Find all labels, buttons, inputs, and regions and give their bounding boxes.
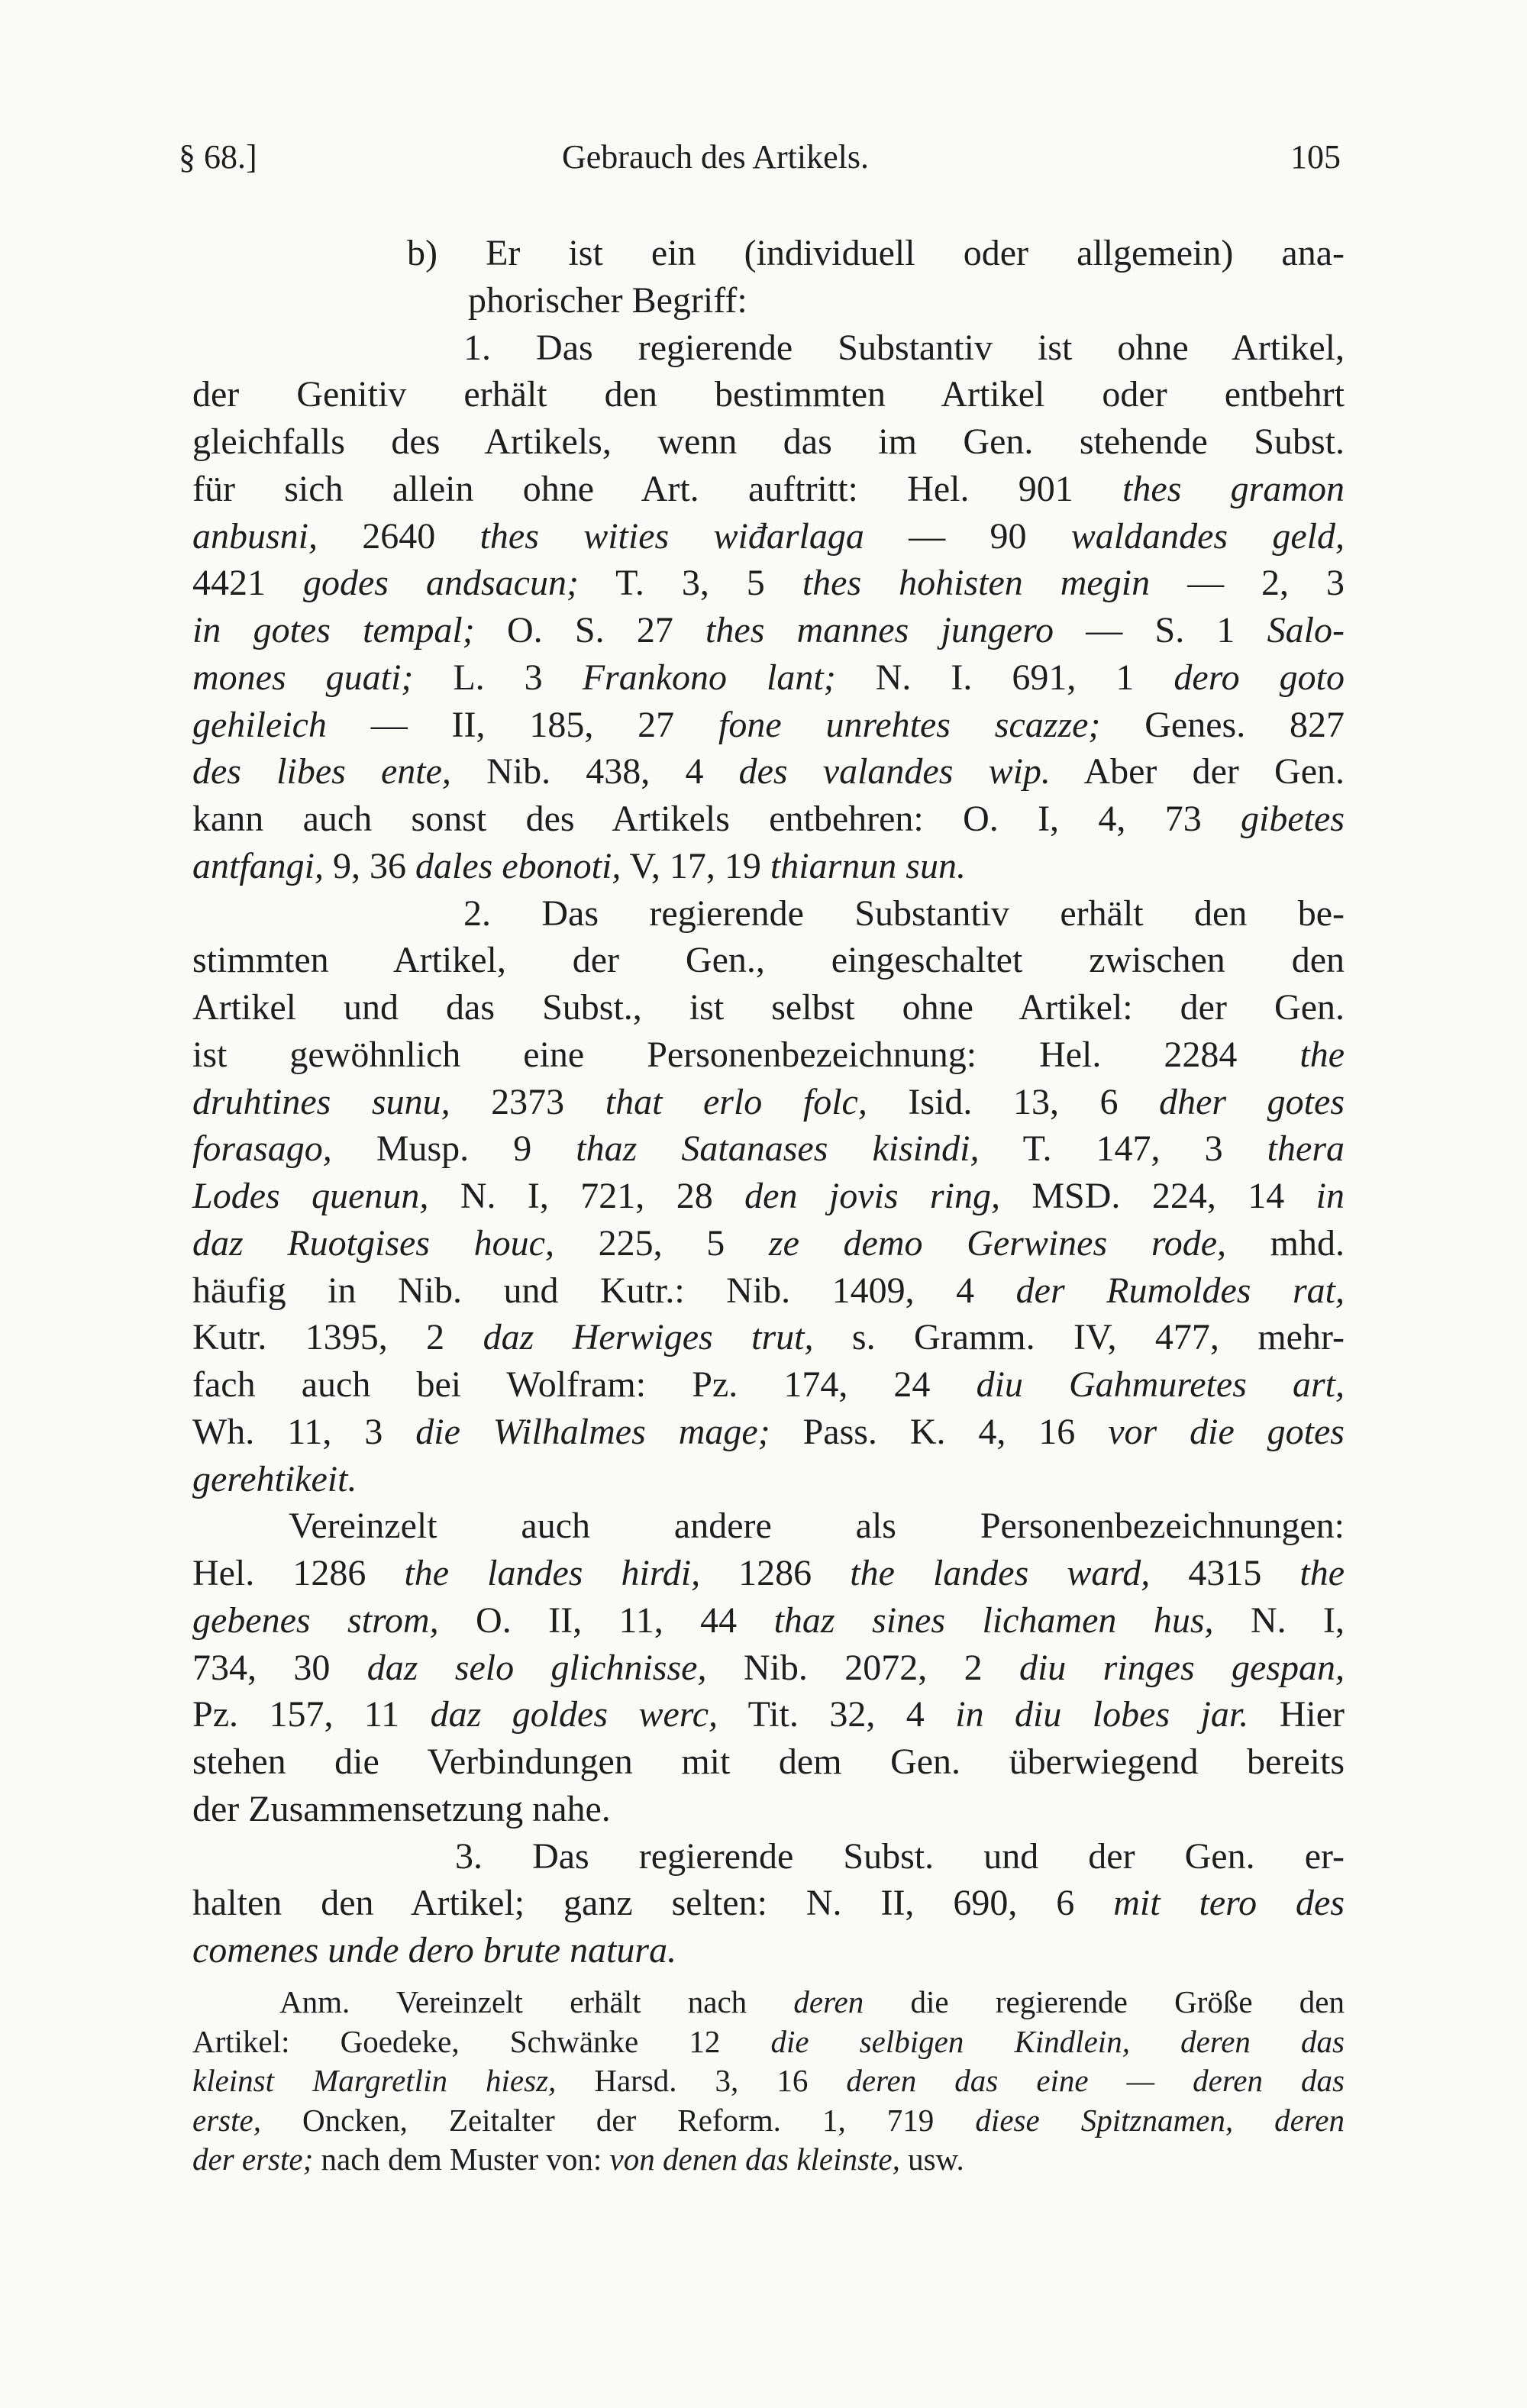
text-line [192,1031,1345,1079]
text-run: — 90 [864,515,1071,557]
italic-quotation: thaz Satanases kisindi, [576,1128,980,1170]
text-run: Kutr. 1395, 2 [192,1317,483,1358]
italic-quotation: thaz sines lichamen hus, [773,1599,1214,1641]
text-run: 1286 [700,1553,851,1593]
text-line [192,1125,1345,1173]
running-title: Gebrauch des Artikels. [562,138,869,176]
italic-quotation: Salo- [1267,610,1345,650]
italic-quotation: fone unrehtes scazze; [718,704,1101,745]
italic-quotation: des libes ente, [192,751,451,792]
italic-quotation: thes wities wiđarlaga [479,515,864,557]
footnote-line [192,2022,1345,2061]
text-line [192,1173,1345,1220]
italic-quotation: antfangi, [192,845,324,886]
text-run: L. 3 [413,657,583,698]
text-run: usw. [899,2142,964,2177]
text-run: 734, 30 [192,1647,367,1688]
text-run: die regierende Größe den [864,1984,1345,2019]
text-run: Harsd. 3, 16 [556,2063,847,2098]
italic-quotation: mit tero des [1113,1883,1345,1924]
italic-quotation: vor die gotes [1108,1411,1345,1452]
italic-quotation: comenes unde dero brute natura. [192,1930,677,1971]
text-run: N. I, 721, 28 [428,1176,745,1216]
text-run: Artikel und das Subst., ist selbst ohne Artikel: der Gen. [192,987,1345,1028]
text-run: der Zusammensetzung nahe. [192,1788,611,1829]
text-run: Tit. 32, 4 [718,1694,956,1735]
text-run: Isid. 13, 6 [867,1081,1160,1122]
text-line [192,984,1345,1031]
italic-quotation: diu ringes gespan, [1019,1647,1345,1688]
text-run: Vereinzelt auch andere als Personenbezeichnungen: [289,1506,1345,1547]
italic-quotation: the [1299,1034,1345,1075]
text-run: phorischer Begriff: [468,279,747,321]
text-line [192,1220,1345,1267]
text-run: häufig in Nib. und Kutr.: Nib. 1409, 4 [192,1270,1016,1311]
text-run: Wh. 11, 3 [192,1411,416,1452]
italic-quotation: ze demo Gerwines rode, [768,1222,1227,1264]
text-run: Hel. 1286 [192,1553,405,1593]
text-run: MSD. 224, 14 [999,1176,1316,1216]
text-run: nach dem Muster von: [313,2142,610,2177]
italic-quotation: forasago, [192,1128,332,1170]
text-line [192,1927,1345,1974]
text-run: — 2, 3 [1150,563,1345,604]
italic-quotation: daz Herwiges trut, [483,1317,814,1358]
text-run: — S. 1 [1054,610,1267,650]
text-line [192,1786,1345,1833]
text-line [192,1361,1345,1409]
text-run: Nib. 2072, 2 [706,1647,1019,1688]
italic-quotation: daz goldes werc, [430,1694,718,1735]
italic-quotation: deren das eine — deren das [846,2063,1345,2098]
text-run: mhd. [1226,1222,1345,1264]
text-line [192,796,1345,843]
text-run: 225, 5 [554,1222,769,1264]
italic-quotation: godes andsacun; [303,563,579,604]
italic-quotation: in gotes tempal; [192,610,475,650]
text-run: halten den Artikel; ganz selten: N. II, 690, 6 [192,1883,1114,1924]
italic-quotation: thiarnun sun. [770,845,966,886]
italic-quotation: gibetes [1241,799,1345,839]
italic-quotation: in [1316,1176,1345,1216]
text-line [192,466,1345,513]
text-run: gleichfalls des Artikels, wenn das im Gen. stehende Subst. [192,421,1345,462]
text-run: kann auch sonst des Artikels entbehren: O. I, 4, 73 [192,799,1241,839]
text-run: O. II, 11, 44 [438,1599,774,1641]
italic-quotation: die Wilhalmes mage; [415,1411,770,1452]
text-run: Musp. 9 [331,1128,576,1170]
text-line [192,1597,1345,1645]
text-line [192,1079,1345,1126]
text-line [192,324,1345,372]
text-run: Genes. 827 [1100,704,1345,745]
italic-quotation: daz Ruotgises houc, [192,1222,554,1264]
text-line [192,748,1345,796]
italic-quotation: thes gramon [1122,468,1345,509]
italic-quotation: deren [793,1984,864,2019]
italic-quotation: von denen das kleinste, [609,2142,900,2177]
text-run: s. Gramm. IV, 477, mehr- [813,1317,1345,1358]
footnote-line [192,1982,1345,2022]
italic-quotation: den jovis ring, [744,1176,1000,1216]
footnote-line [192,2100,1345,2140]
italic-quotation: dher gotes [1159,1081,1345,1122]
text-line [192,1314,1345,1361]
section-number: § 68.] [179,138,257,176]
italic-quotation: des valandes wip. [738,751,1051,792]
italic-quotation: kleinst Margretlin hiesz, [192,2063,557,2098]
text-line [192,1833,1345,1880]
text-run: Artikel: Goedeke, Schwänke 12 [192,2023,771,2059]
text-run: Oncken, Zeitalter der Reform. 1, 719 [260,2102,976,2138]
text-line [192,1550,1345,1597]
text-run: 1. Das regierende Substantiv ist ohne Artikel, [463,327,1345,368]
text-run: 3. Das regierende Subst. und der Gen. er- [455,1835,1345,1877]
text-line [192,843,1345,890]
text-run: Aber der Gen. [1050,751,1345,792]
italic-quotation: the [1299,1553,1345,1593]
text-run: der Genitiv erhält den bestimmten Artikel oder entbehrt [192,374,1345,415]
text-run: — II, 185, 27 [326,704,718,745]
text-line [192,1645,1345,1692]
text-line [192,654,1345,702]
text-line [192,230,1345,277]
text-line [192,1880,1345,1927]
italic-quotation: Frankono lant; [582,657,836,698]
italic-quotation: the landes ward, [850,1553,1151,1593]
text-line [192,1456,1345,1503]
text-line [192,560,1345,607]
text-run: O. S. 27 [474,610,706,650]
italic-quotation: dales ebonoti, [415,845,621,886]
text-run: T. 3, 5 [578,563,802,604]
italic-quotation: daz selo glichnisse, [366,1647,707,1688]
text-run: N. I, [1213,1599,1345,1641]
italic-quotation: dero goto [1173,657,1345,698]
text-run: für sich allein ohne Art. auftritt: Hel. 901 [192,468,1123,509]
page-number: 105 [1290,138,1341,176]
italic-quotation: diu Gahmuretes art, [976,1364,1345,1405]
text-run: 9, 36 [324,845,416,886]
text-run: Hier [1248,1694,1345,1735]
text-run: Anm. Vereinzelt erhält nach [279,1984,794,2019]
text-line [192,702,1345,749]
text-line [192,277,1345,324]
italic-quotation: in diu lobes jar. [955,1694,1249,1735]
italic-quotation: der erste; [192,2142,314,2177]
italic-quotation: druhtines sunu, [192,1081,450,1122]
italic-quotation: thes hohisten megin [802,563,1151,604]
text-run: 2373 [450,1081,605,1122]
text-run: fach auch bei Wolfram: Pz. 174, 24 [192,1364,977,1405]
text-run: 2640 [318,515,480,557]
text-line [192,1691,1345,1738]
italic-quotation: der Rumoldes rat, [1015,1270,1345,1311]
text-line [192,1503,1345,1550]
text-line [192,371,1345,418]
text-run: stehen die Verbindungen mit dem Gen. überwiegend bereits [192,1741,1345,1782]
italic-quotation: thera [1267,1128,1345,1170]
text-run: 4421 [192,563,303,604]
italic-quotation: gebenes strom, [192,1599,439,1641]
italic-quotation: anbusni, [192,515,318,557]
text-run: b) Er ist ein (individuell oder allgemein) ana- [407,233,1345,273]
text-run: V, 17, 19 [621,845,770,886]
italic-quotation: Lodes quenun, [192,1176,429,1216]
italic-quotation: erste, [192,2102,261,2138]
text-line [192,1409,1345,1456]
italic-quotation: gerehtikeit. [192,1458,357,1499]
text-run: 2. Das regierende Substantiv erhält den be- [463,893,1345,934]
text-run: stimmten Artikel, der Gen., eingeschaltet zwischen den [192,940,1345,981]
italic-quotation: mones guati; [192,657,414,698]
italic-quotation: gehileich [192,704,327,745]
text-run: 4315 [1150,1553,1300,1593]
text-line [192,1738,1345,1786]
text-line [192,513,1345,560]
footnote-line [192,2061,1345,2100]
text-run: ist gewöhnlich eine Personenbezeichnung: Hel. 2284 [192,1034,1300,1075]
text-line [192,937,1345,984]
italic-quotation: die selbigen Kindlein, deren das [770,2023,1345,2059]
italic-quotation: the landes hirdi, [404,1553,701,1593]
italic-quotation: thes mannes jungero [705,610,1054,650]
text-run: Pass. K. 4, 16 [770,1411,1109,1452]
text-line [192,418,1345,466]
text-run: Pz. 157, 11 [192,1694,431,1735]
italic-quotation: waldandes geld, [1070,515,1345,557]
text-line [192,890,1345,938]
text-line [192,1267,1345,1315]
text-run: Nib. 438, 4 [450,751,739,792]
italic-quotation: that erlo folc, [605,1081,867,1122]
footnote-line [192,2139,1345,2179]
text-line [192,607,1345,654]
italic-quotation: diese Spitznamen, deren [975,2102,1345,2138]
text-run: T. 147, 3 [979,1128,1267,1170]
text-run: N. I. 691, 1 [835,657,1174,698]
